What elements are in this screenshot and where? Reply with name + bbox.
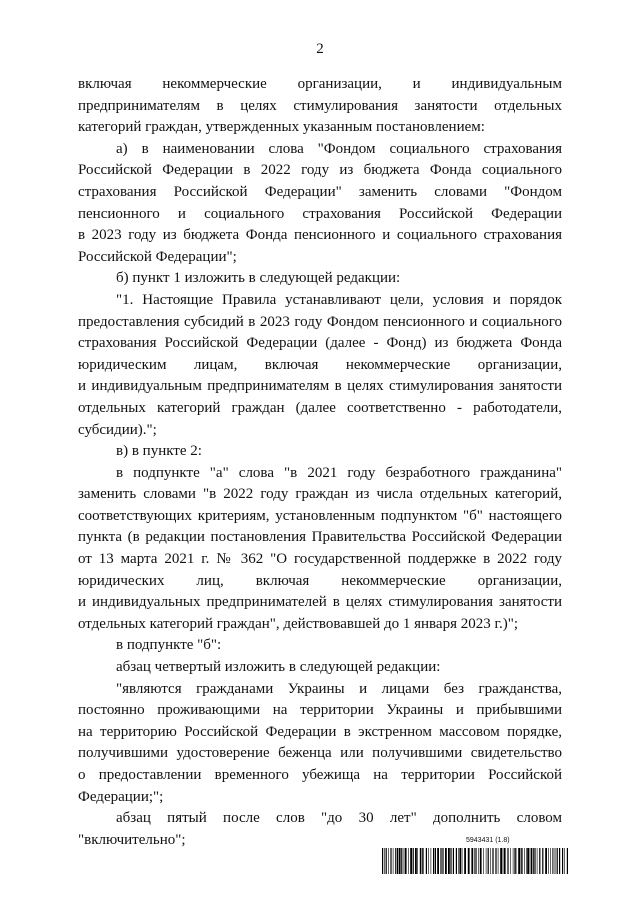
text-line: а) в наименовании слова "Фондом социального страхования bbox=[116, 140, 562, 157]
document-body bbox=[78, 74, 562, 851]
text-line: от 13 марта 2021 г. № 362 "О государственной поддержке в 2022 году bbox=[78, 551, 562, 568]
text-line: б) пункт 1 изложить в следующей редакции: bbox=[116, 270, 401, 287]
text-line: "являются гражданами Украины и лицами без гражданства, bbox=[116, 680, 562, 697]
barcode-caption: 5943431 (1.8) bbox=[466, 837, 510, 844]
text-line: субсидии)."; bbox=[78, 421, 157, 438]
text-line: и индивидуальных предпринимателей в целях стимулирования занятости bbox=[78, 594, 562, 611]
text-line: "включительно"; bbox=[78, 831, 186, 848]
text-line: заменить словами "в 2022 году граждан из числа отдельных категорий, bbox=[78, 486, 562, 503]
text-line: страхования Российской Федерации (далее - Фонд) из бюджета Фонда bbox=[78, 335, 562, 352]
text-line: абзац четвертый изложить в следующей редакции: bbox=[116, 659, 441, 676]
text-line: юридических лиц, включая некоммерческие организации, bbox=[78, 572, 562, 589]
text-line: Федерации;"; bbox=[78, 788, 164, 805]
text-line: постоянно проживающими на территории Украины и прибывшими bbox=[78, 702, 562, 719]
barcode-block bbox=[382, 836, 568, 876]
text-line: и индивидуальным предпринимателям в целях стимулирования занятости bbox=[78, 378, 562, 395]
text-line: предпринимателям в целях стимулирования занятости отдельных bbox=[78, 97, 562, 114]
text-line: пенсионного и социального страхования Российской Федерации bbox=[78, 205, 562, 222]
text-line: отдельных категорий граждан (далее соответственно - работодатели, bbox=[78, 399, 562, 416]
text-line: в подпункте "б": bbox=[116, 637, 222, 654]
text-line: в) в пункте 2: bbox=[116, 443, 202, 460]
text-line: в подпункте "а" слова "в 2021 году безработного гражданина" bbox=[116, 464, 562, 481]
text-line: получившими удостоверение беженца или получившими свидетельство bbox=[78, 745, 562, 762]
text-line: категорий граждан, утвержденных указанным постановлением: bbox=[78, 119, 485, 136]
text-line: страхования Российской Федерации" заменить словами "Фондом bbox=[78, 183, 562, 200]
text-line: "1. Настоящие Правила устанавливают цели, условия и порядок bbox=[116, 291, 562, 308]
barcode-icon bbox=[382, 848, 568, 874]
text-line: отдельных категорий граждан", действовавшей до 1 января 2023 г.)"; bbox=[78, 615, 518, 632]
text-line: включая некоммерческие организации, и индивидуальным bbox=[78, 76, 562, 92]
text-line: предоставления субсидий в 2023 году Фондом пенсионного и социального bbox=[78, 313, 562, 330]
text-line: Российской Федерации"; bbox=[78, 248, 237, 265]
text-line: абзац пятый после слов "до 30 лет" дополнить словом bbox=[116, 810, 562, 827]
text-line: на территорию Российской Федерации в экстренном массовом порядке, bbox=[78, 723, 562, 740]
text-line: в 2023 году из бюджета Фонда пенсионного и социального страхования bbox=[78, 227, 562, 244]
text-line: юридическим лицам, включая некоммерческие организации, bbox=[78, 356, 562, 373]
text-line: Российской Федерации в 2022 году из бюджета Фонда социального bbox=[78, 162, 562, 179]
text-line: соответствующих критериям, установленным подпунктом "б" настоящего bbox=[78, 507, 562, 524]
text-line: о предоставлении временного убежища на территории Российской bbox=[78, 767, 562, 783]
text-line: пункта (в редакции постановления Правительства Российской Федерации bbox=[78, 529, 562, 546]
page-number: 2 bbox=[316, 41, 324, 57]
